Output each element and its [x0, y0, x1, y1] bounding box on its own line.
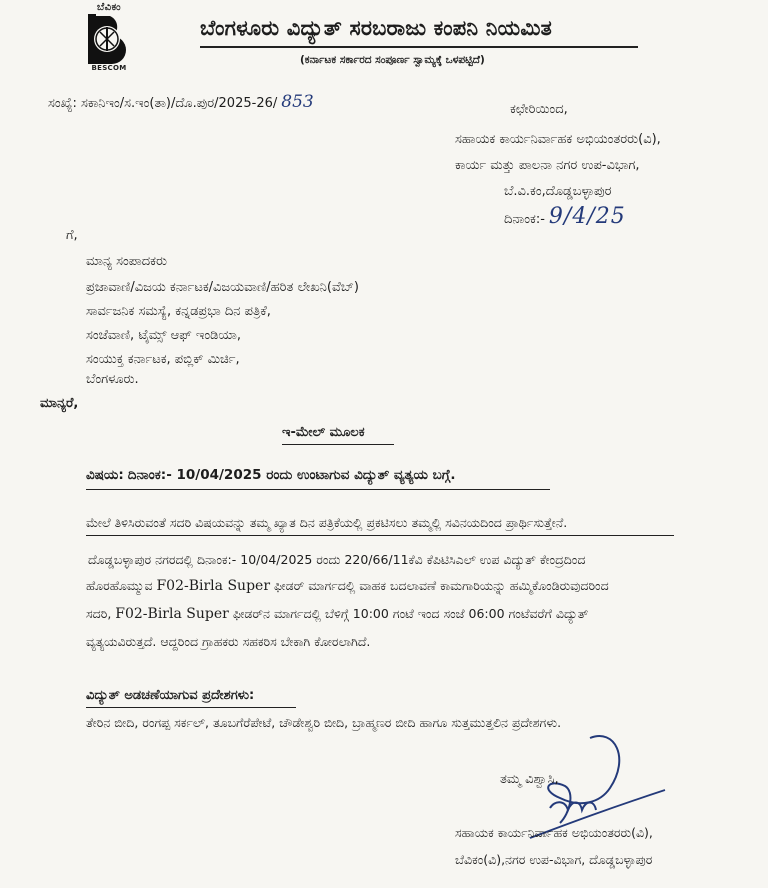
body-line-1: ದೊಡ್ಡಬಳ್ಳಾಪುರ ನಗರದಲ್ಲಿ ದಿನಾಂಕ:- 10/04/2025 ರಂದು 220/66/11ಕೆವಿ ಕೆಪಿಟಿಸಿಎಲ್ ಉಪ ವಿದ್ಯುತ್ ಕೇಂದ್ರದಿಂದ — [88, 552, 586, 567]
addressee-line-5: ಸಂಯುಕ್ತ ಕರ್ನಾಟಕ, ಪಬ್ಲಿಕ್ ಮಿರ್ಚಿ, — [86, 352, 240, 367]
subject-underline — [86, 489, 550, 490]
addressee-line-6: ಬೆಂಗಳೂರು. — [86, 372, 139, 387]
reference-label: ಸಂಖ್ಯೆ: ಸಕಾನಿಇಂ/ಸ.ಇಂ(ತಾ)/ದೊ.ಪುರ/2025-26/ — [48, 96, 278, 111]
areas-heading: ವಿದ್ಯುತ್ ಅಡಚಣೆಯಾಗುವ ಪ್ರದೇಶಗಳು: — [86, 688, 255, 703]
company-title: ಬೆಂಗಳೂರು ವಿದ್ಯುತ್ ಸರಬರಾಜು ಕಂಪನಿ ನಿಯಮಿತ — [200, 16, 552, 40]
body-line-4: ವ್ಯತ್ಯಯವಿರುತ್ತದೆ. ಆದ್ದರಿಂದ ಗ್ರಾಹಕರು ಸಹಕರಿಸ ಬೇಕಾಗಿ ಕೋರಲಾಗಿದೆ. — [86, 634, 371, 649]
logo-bottom-text: BESCOM — [91, 64, 127, 72]
addressee-prefix: ಗೆ, — [66, 228, 78, 243]
closing-yours: ತಮ್ಮ ವಿಶ್ವಾಸಿ, — [500, 772, 559, 787]
from-line-1: ಕಛೇರಿಯಿಂದ, — [510, 102, 568, 117]
via-email: ಇ-ಮೇಲ್ ಮೂಲಕ — [282, 425, 365, 440]
signatory-designation-2: ಬೆವಿಕಂ(ವಿ),ನಗರ ಉಪ-ವಿಭಾಗ, ದೊಡ್ಡಬಳ್ಳಾಪುರ — [455, 852, 653, 867]
letter-date — [504, 204, 626, 229]
from-line-3: ಕಾರ್ಯ ಮತ್ತು ಪಾಲನಾ ನಗರ ಉಪ-ವಿಭಾಗ, — [455, 158, 640, 173]
addressee-line-3: ಸಾರ್ವಜನಿಕ ಸಮಸ್ಯೆ, ಕನ್ನಡಪ್ರಭಾ ದಿನ ಪತ್ರಿಕೆ, — [86, 304, 271, 319]
body-line-2 — [86, 578, 716, 594]
request-underline — [86, 535, 674, 536]
subject-line — [86, 467, 456, 483]
reference-handwritten-number: 853 — [281, 92, 314, 112]
bescom-emblem-icon — [86, 14, 132, 64]
title-underline — [200, 46, 638, 48]
feeder-name: F02-Birla Super — [115, 606, 229, 622]
areas-underline — [86, 707, 296, 708]
from-line-4: ಬೆ.ವಿ.ಕಂ,ದೊಡ್ಡಬಳ್ಳಾಪುರ — [504, 184, 612, 199]
date-handwritten: 9/4/25 — [548, 204, 626, 229]
addressee-line-2: ಪ್ರಜಾವಾಣಿ/ವಿಜಯ ಕರ್ನಾಟಕ/ವಿಜಯವಾಣಿ/ಹರಿತ ಲೇಖನಿ(ವೆಬ್) — [86, 280, 359, 295]
areas-list: ತೇರಿನ ಬೀದಿ, ರಂಗಪ್ಪ ಸರ್ಕಲ್, ತೂಬಗೆರೆಪೇಟೆ, ಚೌಡೇಶ್ವರಿ ಬೀದಿ, ಬ್ರಾಹ್ಮಣರ ಬೀದಿ ಹಾಗೂ ಸುತ್ತಮುತ್ತಲಿನ ಪ್ರದೇಶಗಳು. — [86, 715, 562, 730]
body-line-2-start: ಹೊರಹೊಮ್ಮುವ — [86, 578, 153, 593]
body-line-3-end: ಫೀಡರ್‌ನ ಮಾರ್ಗದಲ್ಲಿ ಬೆಳಿಗ್ಗೆ 10:00 ಗಂಟೆ ಇಂದ ಸಂಜೆ 06:00 ಗಂಟೆವರೆಗೆ ವಿದ್ಯುತ್ — [232, 606, 589, 621]
subject-text: ದಿನಾಂಕ:- 10/04/2025 ರಂದು ಉಂಟಾಗುವ ವಿದ್ಯುತ್ ವ್ಯತ್ಯಯ ಬಗ್ಗೆ. — [127, 467, 456, 483]
addressee-line-1: ಮಾನ್ಯ ಸಂಪಾದಕರು — [86, 254, 167, 269]
subject-label: ವಿಷಯ: — [86, 467, 124, 483]
from-line-2: ಸಹಾಯಕ ಕಾರ್ಯನಿರ್ವಾಹಕ ಅಭಿಯಂತರರು(ವಿ), — [455, 132, 661, 147]
reference-number — [48, 92, 314, 112]
addressee-line-4: ಸಂಜೆವಾಣಿ, ಟೈಮ್ಸ್ ಆಫ್ ಇಂಡಿಯಾ, — [86, 328, 241, 343]
body-line-3-start: ಸದರಿ, — [86, 606, 112, 621]
body-line-2-end: ಫೀಡರ್ ಮಾರ್ಗದಲ್ಲಿ ವಾಹಕ ಬದಲಾವಣೆ ಕಾಮಗಾರಿಯನ್ನು ಹಮ್ಮಿಕೊಂಡಿರುವುದರಿಂದ — [274, 578, 609, 593]
logo-top-text: ಬೆವಿಕಂ — [96, 2, 122, 13]
request-line: ಮೇಲೆ ತಿಳಿಸಿರುವಂತೆ ಸದರಿ ವಿಷಯವನ್ನು ತಮ್ಮ ಖ್ಯಾತ ದಿನ ಪತ್ರಿಕೆಯಲ್ಲಿ ಪ್ರಕಟಿಸಲು ತಮ್ಮಲ್ಲಿ ಸವಿನಯದಿಂದ ಪ್ರಾರ್ಥಿಸುತ್ತೇನೆ. — [86, 515, 568, 530]
body-line-3 — [86, 606, 716, 622]
company-subtitle: (ಕರ್ನಾಟಕ ಸರ್ಕಾರದ ಸಂಪೂರ್ಣ ಸ್ವಾಮ್ಯಕ್ಕೆ ಒಳಪಟ್ಟಿದೆ) — [300, 54, 485, 66]
via-underline — [282, 444, 394, 445]
bescom-logo — [84, 2, 134, 74]
feeder-name: F02-Birla Super — [156, 578, 271, 594]
date-label: ದಿನಾಂಕ:- — [504, 212, 545, 227]
signatory-designation-1: ಸಹಾಯಕ ಕಾರ್ಯನಿರ್ವಾಹಕ ಅಭಿಯಂತರರು(ವಿ), — [455, 825, 653, 840]
salutation: ಮಾನ್ಯರೆ, — [40, 396, 79, 411]
